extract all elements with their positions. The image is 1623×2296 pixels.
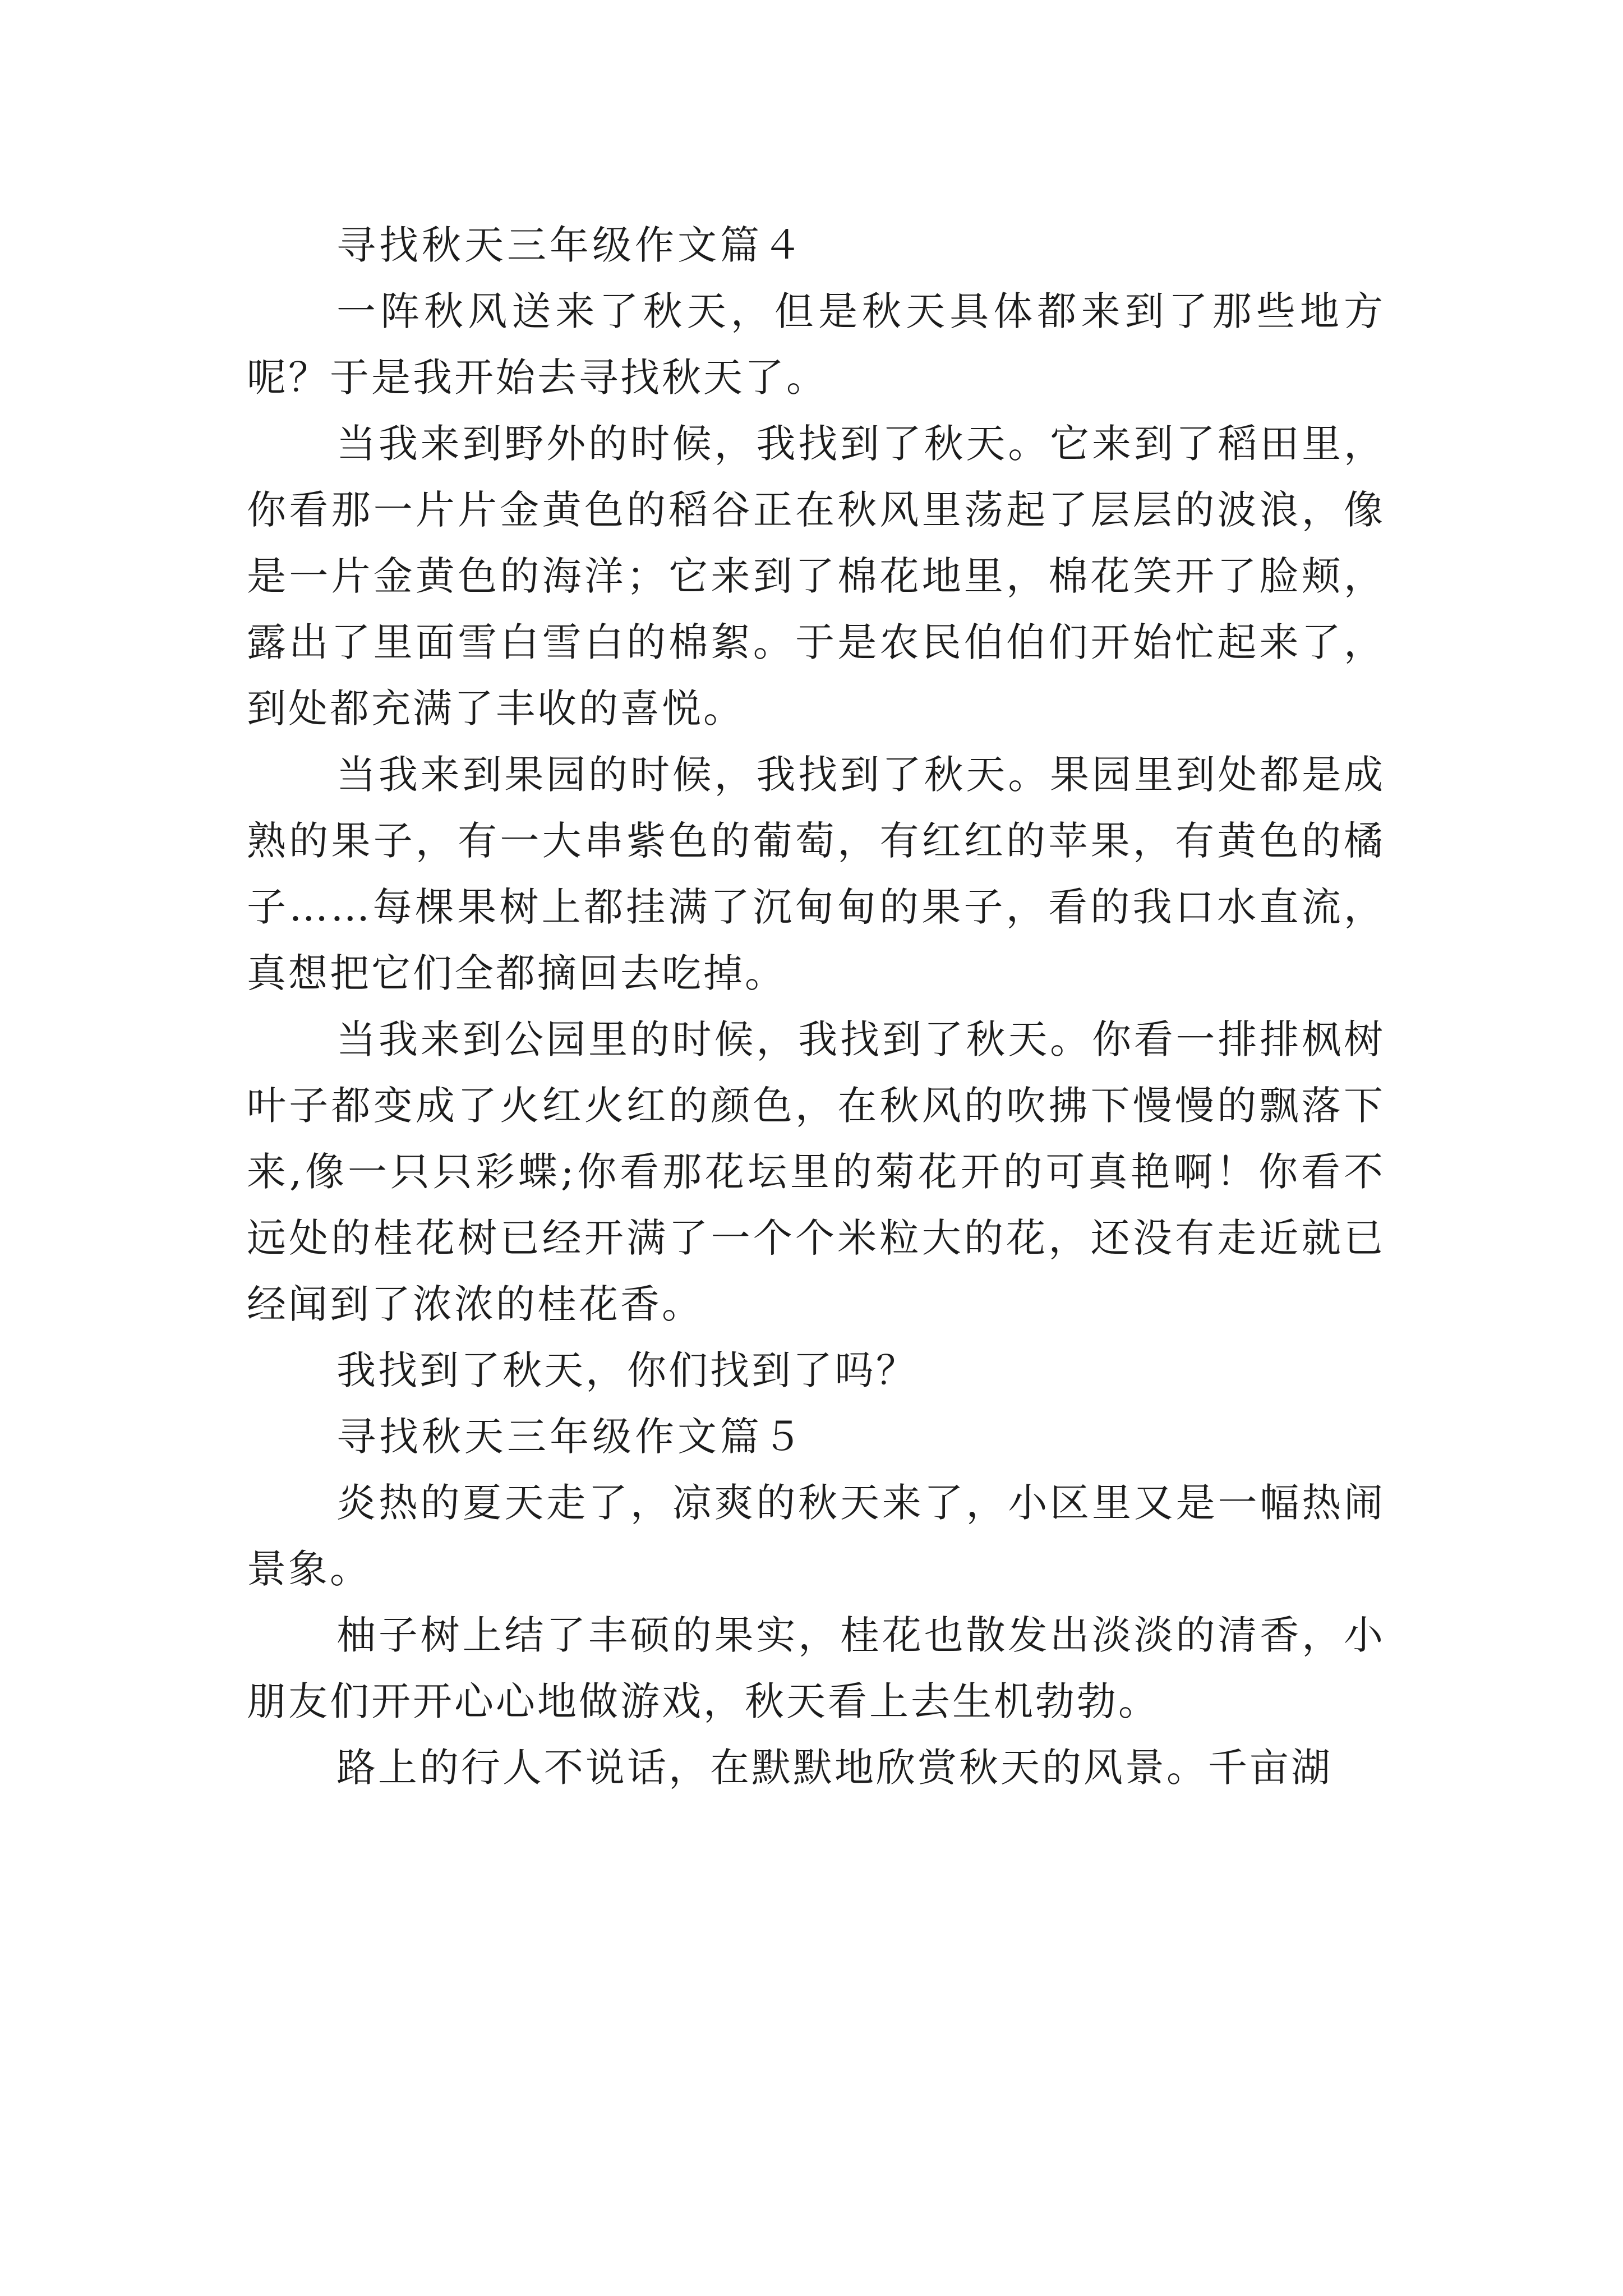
essay-heading-5: 寻找秋天三年级作文篇５ [336,1414,805,1460]
paragraph: 当我来到果园的时候，我找到了秋天。果园里到处都是成熟的果子，有一大串紫色的葡萄，有红红的苹果，有黄色的橘子……每棵果树上都挂满了沉甸甸的果子，看的我口水直流，真想把它们全都摘回去吃掉。 [247,752,1385,996]
paragraph: 我找到了秋天，你们找到了吗？ [336,1347,917,1393]
paragraph: 柚子树上结了丰硕的果实，桂花也散发出淡淡的清香，小朋友们开开心心地做游戏，秋天看上去生机勃勃。 [247,1612,1385,1724]
document-body [247,212,1385,1801]
paragraph: 当我来到野外的时候，我找到了秋天。它来到了稻田里，你看那一片片金黄色的稻谷正在秋风里荡起了层层的波浪，像是一片金黄色的海洋；它来到了棉花地里，棉花笑开了脸颊，露出了里面雪白雪白的棉絮。于是农民伯伯们开始忙起来了，到处都充满了丰收的喜悦。 [247,421,1385,731]
essay-heading-4: 寻找秋天三年级作文篇４ [336,222,805,268]
paragraph: 一阵秋风送来了秋天，但是秋天具体都来到了那些地方呢？于是我开始去寻找秋天了。 [247,288,1385,401]
paragraph: 路上的行人不说话，在默默地欣赏秋天的风景。千亩湖 [336,1745,1332,1791]
paragraph: 炎热的夏天走了，凉爽的秋天来了，小区里又是一幅热闹景象。 [247,1480,1385,1592]
paragraph: 当我来到公园里的时候，我找到了秋天。你看一排排枫树叶子都变成了火红火红的颜色，在秋风的吹拂下慢慢的飘落下来,像一只只彩蝶;你看那花坛里的菊花开的可真艳啊！你看不远处的桂花树已经开满了一个个米粒大的花，还没有走近就已经闻到了浓浓的桂花香。 [247,1016,1385,1327]
